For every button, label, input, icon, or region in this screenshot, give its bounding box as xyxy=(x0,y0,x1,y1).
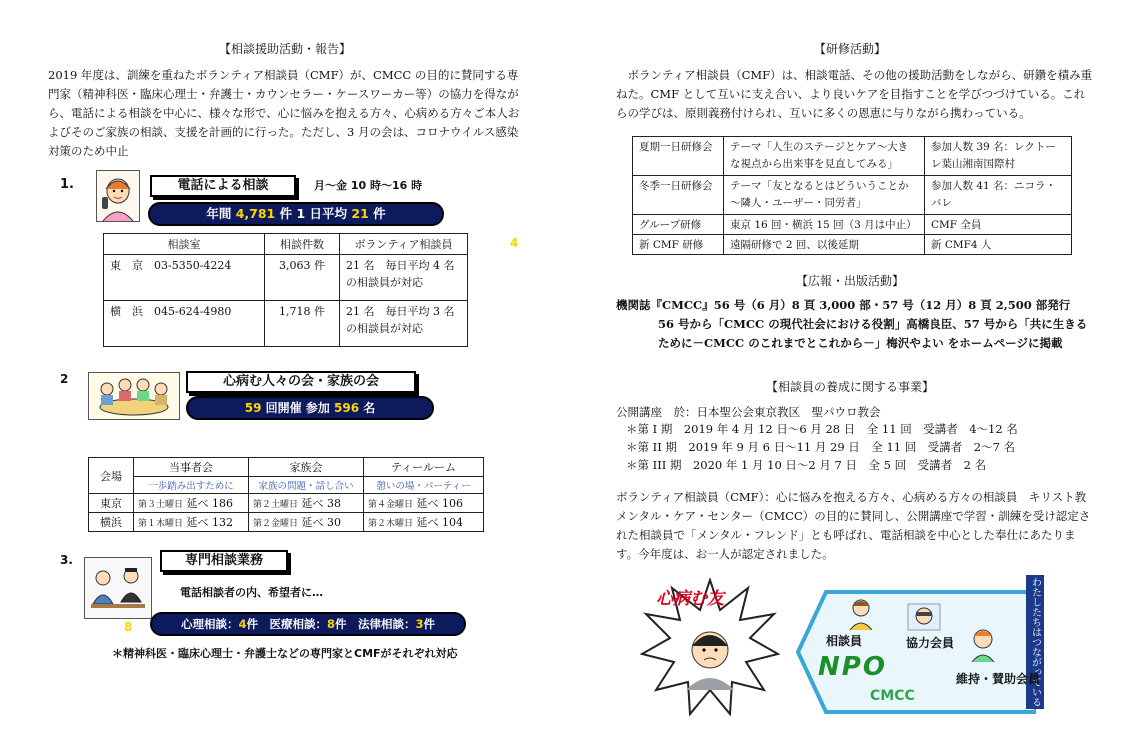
pill-label-year: 年間 xyxy=(206,206,232,221)
table-header-cell: 相談室 xyxy=(104,234,265,255)
section-3-title: 専門相談業務 xyxy=(160,550,288,572)
pr-title: 【広報・出版活動】 xyxy=(795,274,904,288)
pill-part: 件 xyxy=(423,617,436,631)
staff-yokohama: 21 名 毎日平均 3 名の相談員が対応 xyxy=(340,301,468,347)
venue-yokohama: 横浜 xyxy=(89,513,134,532)
table-row xyxy=(89,513,484,532)
section-2-title: 心病む人々の会・家族の会 xyxy=(186,371,416,393)
participant-count: 596 xyxy=(334,401,360,415)
table-header-row xyxy=(104,234,468,255)
staff-tokyo: 21 名 毎日平均 4 名の相談員が対応 xyxy=(340,255,468,301)
table-subheader-cell: 憩いの場・パーティー xyxy=(364,477,484,494)
annual-call-count: 4,781 xyxy=(235,206,276,221)
table-header-cell: 相談件数 xyxy=(265,234,340,255)
schedule-day: 第３土曜日 xyxy=(138,500,184,510)
expert-note: ＊精神科医・臨床心理士・弁護士などの専門家とCMFがそれぞれ対応 xyxy=(112,647,458,660)
pill-label-meetings: 回開催 参加 xyxy=(265,401,330,415)
meeting-table xyxy=(88,457,484,532)
schedule-day: 第２土曜日 xyxy=(253,500,299,510)
schedule-day: 第２金曜日 xyxy=(253,519,299,529)
group-meeting-illustration xyxy=(88,372,180,420)
office-tokyo: 東 京 03-5350-4224 xyxy=(104,255,265,301)
pill-label-daily: 件 1 日平均 xyxy=(279,206,348,221)
pr-line-2: 56 号から「CMCC の現代社会における役割」高橋良臣、57 号から「共に生きる xyxy=(658,317,1088,331)
table-cell xyxy=(249,494,364,513)
cooperating-member-icon xyxy=(906,602,942,632)
schedule-day: 第２木曜日 xyxy=(368,519,414,529)
label-cooperating-member: 協力会員 xyxy=(906,636,955,650)
training-info: 参加人数 39 名：レクトーレ葉山湘南国際村 xyxy=(925,137,1072,176)
left-intro-paragraph: 2019 年度は、訓練を重ねたボランティア相談員（CMF）が、CMCC の目的に賛同する専門家（精神科医・臨床心理士・弁護士・カウンセラー・ケースワーカー等）の協力を得ながら、電話による相談を中心に、様々な形で、心に悩みを抱える方々、心病める方々ご本人およびそのご家族の相談、支援を計画的に行った。ただし、3 月の会は、コロナウイルス感染対策のため中止 xyxy=(48,68,520,158)
counselor-figure-icon xyxy=(846,596,876,630)
supporting-member-icon xyxy=(968,626,998,662)
training-info: CMF 全員 xyxy=(925,215,1072,235)
pr-line-3: ために－CMCC のこれまでとこれから－」梅沢やよい をホームページに掲載 xyxy=(658,336,1063,350)
list-item: ＊第 III 期 2020 年 1 月 10 日～2 月 7 日 全 5 回 受講者 2 名 xyxy=(626,458,987,472)
training-name: 新 CMF 研修 xyxy=(633,235,724,255)
side-page-number-8: 8 xyxy=(124,620,133,634)
list-item: ＊第 II 期 2019 年 9 月 6 日～11 月 29 日 全 11 回 受講者 2～7 名 xyxy=(626,440,1016,454)
course-list xyxy=(626,420,1018,474)
training-info: 参加人数 41 名：ニコラ・バレ xyxy=(925,176,1072,215)
table-cell xyxy=(364,513,484,532)
table-header-row xyxy=(89,458,484,477)
table-row xyxy=(633,137,1072,176)
section-1-number: 1. xyxy=(60,177,74,192)
table-header-cell: 会場 xyxy=(89,458,134,494)
table-subheader-row xyxy=(89,477,484,494)
training-theme: 遠隔研修で 2 回、以後延期 xyxy=(724,235,925,255)
table-row xyxy=(104,255,468,301)
attendance-count: 延べ 132 xyxy=(186,516,234,529)
training-theme: テーマ「友となるとはどういうことか～隣人・ユーザー・同労者」 xyxy=(724,176,925,215)
label-supporting-member: 維持・賛助会員 xyxy=(956,672,1041,686)
attendance-count: 延べ 106 xyxy=(416,497,464,510)
attendance-count: 延べ 104 xyxy=(416,516,464,529)
table-header-cell: 当事者会 xyxy=(134,458,249,477)
attendance-count: 延べ 186 xyxy=(186,497,234,510)
annual-calls-pill xyxy=(148,202,444,226)
table-header-cell: 家族会 xyxy=(249,458,364,477)
training-theme: テーマ「人生のステージとケア～大きな視点から出来事を見直してみる」 xyxy=(724,137,925,176)
table-row xyxy=(633,235,1072,255)
psychology-count: 4 xyxy=(238,617,247,631)
attendance-count: 延べ 38 xyxy=(301,497,342,510)
table-row xyxy=(633,215,1072,235)
meeting-stats-pill xyxy=(186,396,434,420)
office-yokohama: 横 浜 045-624-4980 xyxy=(104,301,265,347)
training-theme: 東京 16 回・横浜 15 回（3 月は中止） xyxy=(724,215,925,235)
table-cell xyxy=(249,513,364,532)
pill-part: 心理相談： xyxy=(180,617,239,631)
label-counselor: 相談員 xyxy=(826,634,863,648)
training-table xyxy=(632,136,1072,255)
npo-logo-text: NPO xyxy=(818,652,887,682)
medical-count: 8 xyxy=(326,617,335,631)
expert-consultation-illustration xyxy=(84,557,152,619)
pill-part: 件 医療相談： xyxy=(246,617,327,631)
training-intro: ボランティア相談員（CMF）は、相談電話、その他の援助活動をしながら、研鑽を積み重ねた。CMF として互いに支え合い、より良いケアを目指すことを学びつづけている。これらの学びは、原則義務付けられ、互いに多くの恩恵に与りながら携わっている。 xyxy=(616,68,1093,120)
table-header-cell: ボランティア相談員 xyxy=(340,234,468,255)
pill-part: 件 法律相談： xyxy=(335,617,416,631)
section-3-number: 3. xyxy=(60,553,73,567)
vertical-slogan-text: わたしたちはつながっている xyxy=(1029,577,1041,707)
table-subheader-cell: 一歩踏み出すために xyxy=(134,477,249,494)
daily-average-count: 21 xyxy=(351,206,369,221)
schedule-day: 第４金曜日 xyxy=(368,500,414,510)
dev-title: 【相談員の養成に関する事業】 xyxy=(765,380,934,394)
table-subheader-cell: 家族の問題・話し合い xyxy=(249,477,364,494)
friend-title: 心病む友 xyxy=(656,589,724,609)
table-row xyxy=(633,176,1072,215)
count-tokyo: 3,063 件 xyxy=(265,255,340,301)
venue-tokyo: 東京 xyxy=(89,494,134,513)
phone-hours: 月～金 10 時～16 時 xyxy=(314,179,423,192)
training-info: 新 CMF4 人 xyxy=(925,235,1072,255)
training-name: 夏期一日研修会 xyxy=(633,137,724,176)
telephone-operator-illustration xyxy=(96,170,140,222)
left-section-title: 【相談援助活動・報告】 xyxy=(218,42,351,56)
vertical-slogan xyxy=(1026,575,1044,709)
table-row xyxy=(89,494,484,513)
table-cell xyxy=(134,494,249,513)
training-name: グループ研修 xyxy=(633,215,724,235)
pill-label-people: 名 xyxy=(363,401,376,415)
cmcc-logo-text: CMCC xyxy=(870,688,915,704)
dev-course-heading: 公開講座 於：日本聖公会東京教区 聖パウロ教会 xyxy=(616,405,881,419)
table-header-cell: ティールーム xyxy=(364,458,484,477)
pill-label-unit: 件 xyxy=(373,206,386,221)
table-row xyxy=(104,301,468,347)
meeting-count: 59 xyxy=(244,401,262,415)
attendance-count: 延べ 30 xyxy=(301,516,342,529)
list-item: ＊第 I 期 2019 年 4 月 12 日～6 月 28 日 全 11 回 受講者 4～12 名 xyxy=(626,422,1018,436)
expert-stats-pill xyxy=(150,612,466,636)
table-cell xyxy=(364,494,484,513)
pr-line-1: 機関誌『CMCC』56 号（6 月）8 頁 3,000 部・57 号（12 月）8 頁 2,500 部発行 xyxy=(616,298,1071,312)
expert-consultation-subtitle: 電話相談者の内、希望者に… xyxy=(180,586,323,599)
section-2-number: 2 xyxy=(60,372,69,386)
cmf-description: ボランティア相談員（CMF）：心に悩みを抱える方々、心病める方々の相談員 キリスト教メンタル・ケア・センター（CMCC）の目的に賛同し、公開講座で学習・訓練を受け認定された相談員で「メンタル・フレンド」とも呼ばれ、電話相談を中心とした奉仕にあたります。今年度は、お一人が認定されました。 xyxy=(616,490,1091,561)
legal-count: 3 xyxy=(415,617,424,631)
table-cell xyxy=(134,513,249,532)
side-page-number-4: 4 xyxy=(510,236,519,250)
section-1-title: 電話による相談 xyxy=(150,175,296,197)
count-yokohama: 1,718 件 xyxy=(265,301,340,347)
phone-consultation-table xyxy=(103,233,468,347)
schedule-day: 第１木曜日 xyxy=(138,519,184,529)
training-title: 【研修活動】 xyxy=(813,42,886,56)
training-name: 冬季一日研修会 xyxy=(633,176,724,215)
